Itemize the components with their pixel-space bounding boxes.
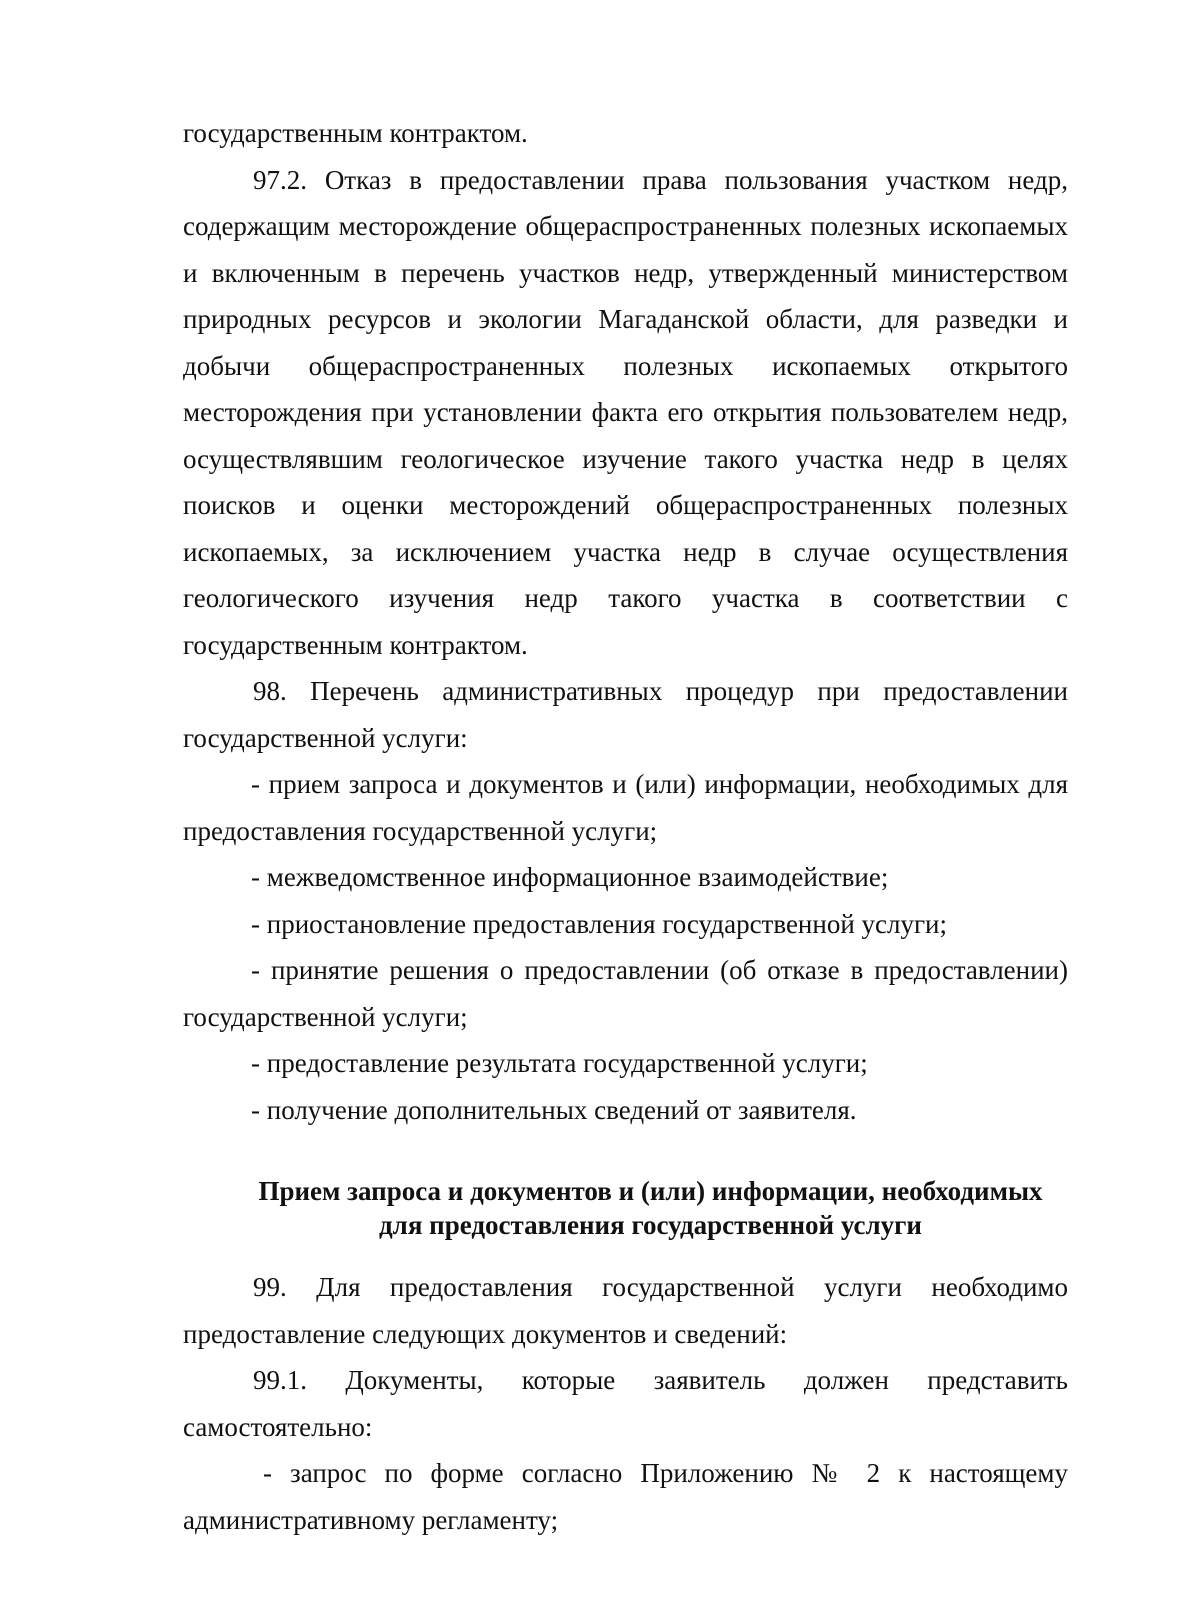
section-heading [183, 1174, 1068, 1242]
list-item: - прием запроса и документов и (или) информации, необходимых для предоставления государственной услуги; [183, 769, 1068, 846]
paragraph-continued: государственным контрактом. [183, 118, 528, 148]
list-item: - запрос по форме согласно Приложению № 2 к настоящему административному регламенту; [183, 1458, 1068, 1535]
list-item: - межведомственное информационное взаимодействие; [251, 862, 889, 892]
section-heading-line-1: Прием запроса и документов и (или) информации, необходимых [258, 1176, 1043, 1206]
document-body [183, 110, 1068, 1543]
list-item: - принятие решения о предоставлении (об отказе в предоставлении) государственной услуги; [183, 955, 1068, 1032]
paragraph-99: 99. Для предоставления государственной услуги необходимо предоставление следующих документов и сведений: [183, 1272, 1068, 1349]
list-item: - приостановление предоставления государственной услуги; [251, 908, 948, 939]
section-heading-line-2: для предоставления государственной услуги [379, 1210, 922, 1240]
list-item: - предоставление результата государственной услуги; [251, 1048, 868, 1078]
paragraph-98: 98. Перечень административных процедур при предоставлении государственной услуги: [183, 676, 1068, 753]
paragraph-99-1: 99.1. Документы, которые заявитель должен представить самостоятельно: [183, 1365, 1068, 1442]
list-item: - получение дополнительных сведений от заявителя. [251, 1094, 857, 1125]
paragraph-97-2: 97.2. Отказ в предоставлении права пользования участком недр, содержащим месторождение общераспространенных полезных ископаемых и включенным в перечень участков недр, утвержденный министерством природных ресурсов и экологии Магаданской области, для разведки и добычи общераспространенных полезных ископаемых открытого месторождения при установлении факта его открытия пользователем недр, осуществлявшим геологическое изучение такого участка недр в целях поисков и оценки месторождений общераспространенных полезных ископаемых, за исключением участка недр в случае осуществления геологического изучения недр такого участка в соответствии с государственным контрактом. [183, 164, 1068, 660]
